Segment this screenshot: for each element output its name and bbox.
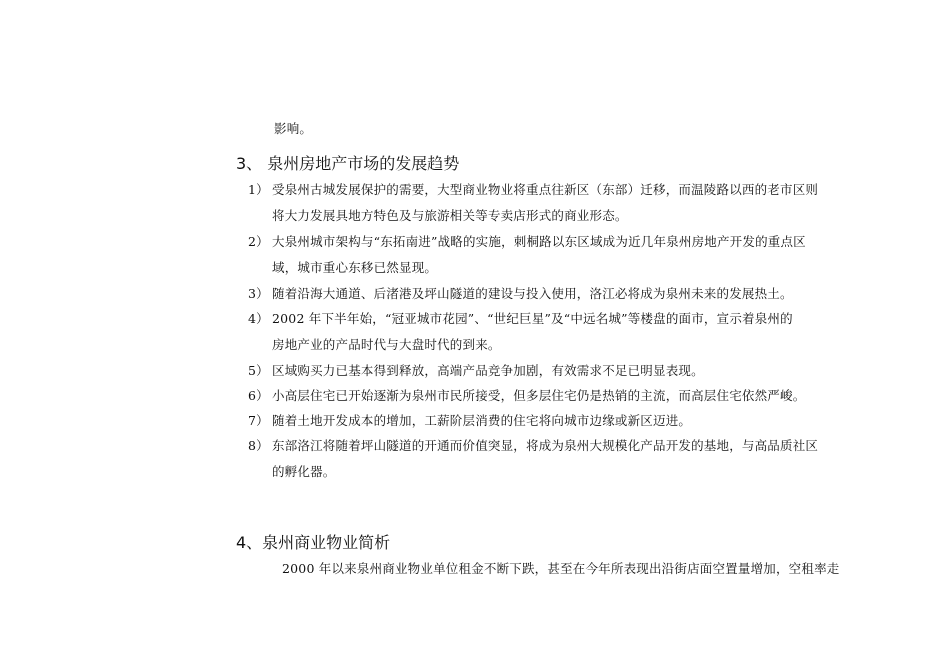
list-item xyxy=(248,436,818,454)
item-text: 大泉州城市架构与“东拓南进”战略的实施，刺桐路以东区域成为近几年泉州房地产开发的重点区 xyxy=(272,234,806,249)
section-3-heading: 3、 泉州房地产市场的发展趋势 xyxy=(236,154,460,173)
list-item xyxy=(248,309,793,327)
item-number: 1） xyxy=(248,182,269,197)
item-text-continued: 房地产业的产品时代与大盘时代的到来。 xyxy=(272,337,501,352)
section-4-paragraph: 2000 年以来泉州商业物业单位租金不断下跌，甚至在今年所表现出沿街店面空置量增加，空租率走 xyxy=(282,561,840,576)
item-text: 区域购买力已基本得到释放，高端产品竞争加剧，有效需求不足已明显表现。 xyxy=(272,363,704,378)
list-item xyxy=(248,232,806,250)
list-item xyxy=(248,284,793,302)
item-text: 小高层住宅已开始逐渐为泉州市民所接受，但多层住宅仍是热销的主流，而高层住宅依然严峻。 xyxy=(272,388,806,403)
item-number: 3） xyxy=(248,286,269,301)
list-item xyxy=(248,180,818,198)
item-text: 随着沿海大通道、后渚港及坪山隧道的建设与投入使用，洛江必将成为泉州未来的发展热土。 xyxy=(272,286,793,301)
list-item xyxy=(248,361,704,379)
list-item xyxy=(248,411,691,429)
item-text: 随着土地开发成本的增加，工薪阶层消费的住宅将向城市边缘或新区迈进。 xyxy=(272,413,692,428)
item-text: 受泉州古城发展保护的需要，大型商业物业将重点往新区（东部）迁移，而温陵路以西的老市区则 xyxy=(272,182,819,197)
list-item xyxy=(248,386,805,404)
item-number: 4） xyxy=(248,311,269,326)
item-number: 7） xyxy=(248,413,269,428)
item-number: 6） xyxy=(248,388,269,403)
item-text-continued: 域，城市重心东移已然显现。 xyxy=(272,260,438,275)
item-text: 2002 年下半年始，“冠亚城市花园”、“世纪巨星”及“中远名城”等楼盘的面市，宣示着泉州的 xyxy=(272,311,793,326)
item-text-continued: 将大力发展具地方特色及与旅游相关等专卖店形式的商业形态。 xyxy=(272,208,628,223)
item-text: 东部洛江将随着坪山隧道的开通而价值突显，将成为泉州大规模化产品开发的基地，与高品质社区 xyxy=(272,438,819,453)
item-text-continued: 的孵化器。 xyxy=(272,464,336,479)
item-number: 8） xyxy=(248,438,269,453)
section-4-heading: 4、泉州商业物业简析 xyxy=(236,533,391,552)
continuation-text: 影响。 xyxy=(274,121,313,136)
item-number: 5） xyxy=(248,363,269,378)
item-number: 2） xyxy=(248,234,269,249)
